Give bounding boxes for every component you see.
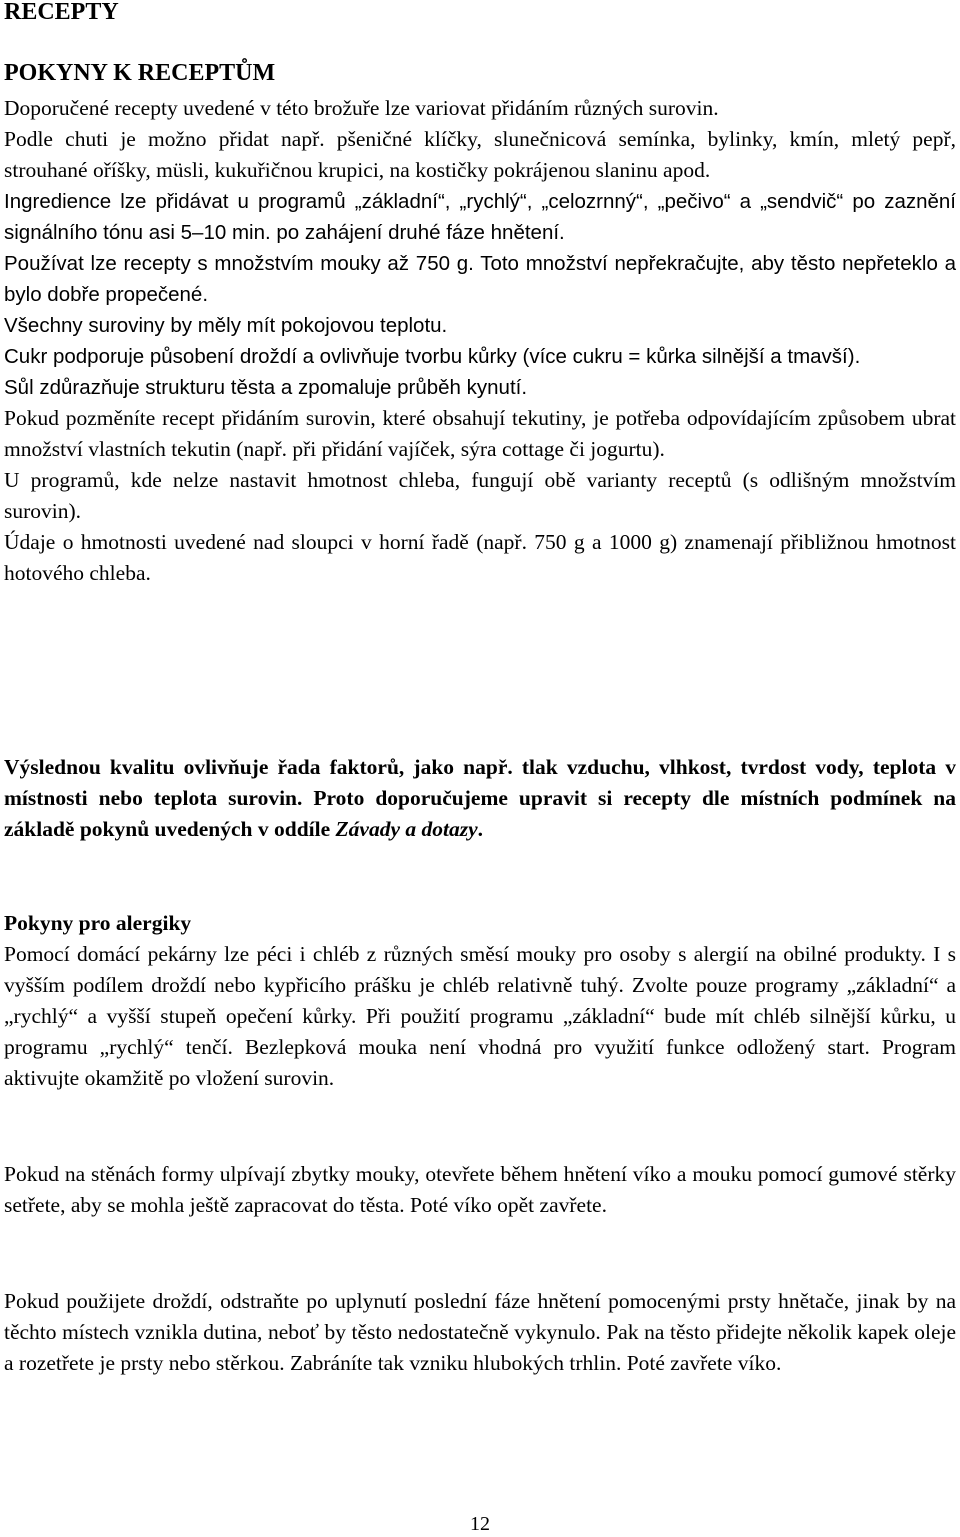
flour-tip-paragraph: Pokud na stěnách formy ulpívají zbytky mouky, otevřete během hnětení víko a mouku pomocí gumové stěrky setřete, aby se mohla ještě zapracovat do těsta. Poté víko opět zavřete. xyxy=(4,1162,956,1217)
allergy-section xyxy=(4,908,956,1094)
intro-paragraph-6: Cukr podporuje působení droždí a ovlivňuje tvorbu kůrky (více cukru = kůrka silnější a tmavší). xyxy=(4,345,861,368)
page-number: 12 xyxy=(470,1513,490,1535)
allergy-text: Pomocí domácí pekárny lze péci i chléb z různých směsí mouky pro osoby s alergií na obilné produkty. I s vyšším podílem droždí nebo kypřicího prášku je chléb relativně tuhý. Zvolte pouze programy „základní“ a „rychlý“ a vyšší stupeň opečení kůrky. Při použití programu „základní“ bude mít chléb silnější kůrku, u programu „rychlý“ tenčí. Bezlepková mouka není vhodná pro využití funkce odložený start. Program aktivujte okamžitě po vložení surovin. xyxy=(4,942,956,1090)
intro-paragraph-7: Sůl zdůrazňuje strukturu těsta a zpomaluje průběh kynutí. xyxy=(4,376,528,399)
intro-paragraph-10: Údaje o hmotnosti uvedené nad sloupci v horní řadě (např. 750 g a 1000 g) znamenají přibližnou hmotnost hotového chleba. xyxy=(4,530,956,585)
document-title: RECEPTY xyxy=(4,0,119,25)
intro-paragraph-5: Všechny suroviny by měly mít pokojovou teplotu. xyxy=(4,314,448,337)
intro-paragraph-9: U programů, kde nelze nastavit hmotnost chleba, fungují obě varianty receptů (s odlišným množstvím surovin). xyxy=(4,468,956,523)
quality-note-end: . xyxy=(477,817,484,841)
intro-paragraph-4: Používat lze recepty s množstvím mouky až 750 g. Toto množství nepřekračujte, aby těsto nepřeteklo a bylo dobře propečené. xyxy=(4,252,956,306)
section-heading: POKYNY K RECEPTŮM xyxy=(4,60,276,86)
yeast-tip-paragraph: Pokud použijete droždí, odstraňte po uplynutí poslední fáze hnětení pomocenými prsty hnětače, jinak by na těchto místech vznikla dutina, neboť by těsto nedostatečně vykynulo. Pak na těsto přidejte několik kapek oleje a rozetřete je prsty nebo stěrkou. Zabráníte tak vzniku hlubokých trhlin. Poté zavřete víko. xyxy=(4,1289,956,1375)
instructions-section xyxy=(4,56,956,90)
quality-note xyxy=(4,752,956,845)
intro-paragraphs xyxy=(4,93,956,589)
intro-paragraph-3: Ingredience lze přidávat u programů „základní“, „rychlý“, „celozrnný“, „pečivo“ a „sendvič“ po zaznění signálního tónu asi 5–10 min. po zahájení druhé fáze hnětení. xyxy=(4,190,956,244)
intro-paragraph-2: Podle chuti je možno přidat např. pšeničné klíčky, slunečnicová semínka, bylinky, kmín, mletý pepř, strouhané oříšky, müsli, kukuřičnou krupici, na kostičky pokrájenou slaninu apod. xyxy=(4,127,956,182)
quality-note-text: Výslednou kvalitu ovlivňuje řada faktorů, jako např. tlak vzduchu, vlhkost, tvrdost vody, teplota v místnosti nebo teplota surovin. Proto doporučujeme upravit si recepty dle místních podmínek na základě pokynů uvedených v oddíle xyxy=(4,755,956,841)
allergy-heading: Pokyny pro alergiky xyxy=(4,911,192,935)
quality-note-reference: Závady a dotazy xyxy=(335,817,478,841)
intro-paragraph-8: Pokud pozměníte recept přidáním surovin, které obsahují tekutiny, je potřeba odpovídajícím způsobem ubrat množství vlastních tekutin (např. při přidání vajíček, sýra cottage či jogurtu). xyxy=(4,406,956,461)
intro-paragraph-1: Doporučené recepty uvedené v této brožuře lze variovat přidáním různých surovin. xyxy=(4,96,719,120)
